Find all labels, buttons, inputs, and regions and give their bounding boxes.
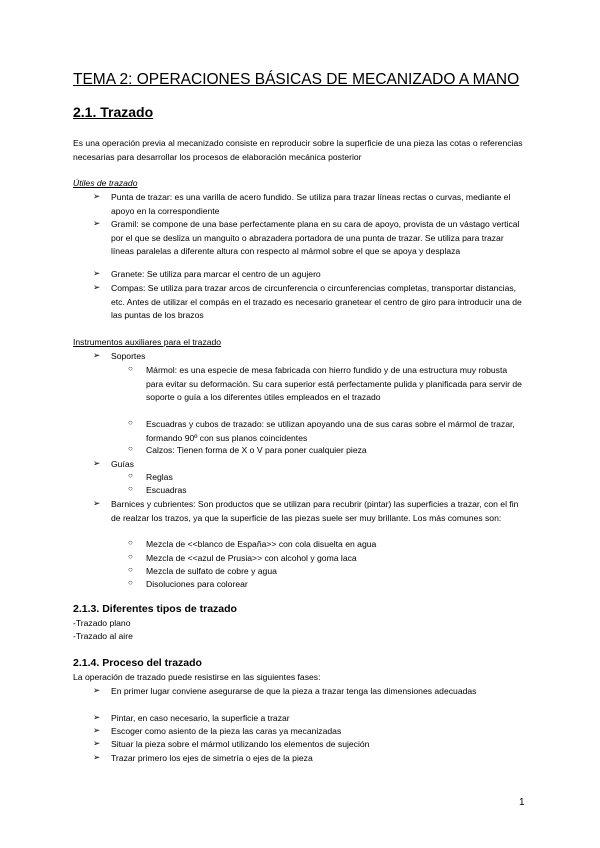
list-item: -Trazado plano — [73, 618, 131, 628]
arrow-bullet-icon: ➢ — [93, 282, 101, 292]
list-item: Punta de trazar: es una varilla de acero fundido. Se utiliza para trazar líneas rectas o curvas, mediante el apoyo en la correspondiente — [111, 192, 511, 216]
arrow-bullet-icon: ➢ — [93, 498, 101, 508]
section-heading-2-1-4: 2.1.4. Proceso del trazado — [73, 657, 202, 669]
list-item: Reglas — [146, 472, 173, 482]
arrow-bullet-icon: ➢ — [93, 350, 101, 360]
instrumentos-heading: Instrumentos auxiliares para el trazado — [73, 337, 222, 347]
arrow-bullet-icon: ➢ — [93, 712, 101, 722]
circle-bullet-icon: ○ — [128, 418, 133, 427]
circle-bullet-icon: ○ — [128, 578, 133, 587]
arrow-bullet-icon: ➢ — [93, 738, 101, 748]
arrow-bullet-icon: ➢ — [93, 191, 101, 201]
arrow-bullet-icon: ➢ — [93, 685, 101, 695]
list-item: Trazar primero los ejes de simetría o ejes de la pieza — [111, 753, 313, 763]
circle-bullet-icon: ○ — [128, 471, 133, 480]
list-item: Escuadras y cubos de trazado: se utilizan apoyando una de sus caras sobre el mármol de trazar, formando 90º con sus planos coincidentes — [146, 419, 515, 443]
list-item: Situar la pieza sobre el mármol utilizando los elementos de sujeción — [111, 739, 370, 749]
list-item: Mezcla de <<azul de Prusia>> con alcohol y goma laca — [146, 553, 357, 563]
section-heading-2-1: 2.1. Trazado — [73, 104, 154, 120]
page-number: 1 — [519, 797, 525, 808]
arrow-bullet-icon: ➢ — [93, 725, 101, 735]
circle-bullet-icon: ○ — [128, 444, 133, 453]
circle-bullet-icon: ○ — [128, 364, 133, 373]
list-item: Barnices y cubrientes: Son productos que se utilizan para recubrir (pintar) las superficies a trazar, con el fin de realzar los trazos, ya que la superficie de las piezas suele ser muy brillante. Los más comunes son: — [111, 499, 519, 523]
section-heading-2-1-3: 2.1.3. Diferentes tipos de trazado — [73, 603, 237, 615]
list-item: Mezcla de <<blanco de España>> con cola disuelta en agua — [146, 539, 377, 549]
utiles-heading: Útiles de trazado — [73, 178, 138, 188]
arrow-bullet-icon: ➢ — [93, 218, 101, 228]
section-intro: Es una operación previa al mecanizado consiste en reproducir sobre la superficie de una pieza las cotas o referencias necesarias para desarrollar los procesos de elaboración mecánica posterior — [73, 138, 523, 162]
circle-bullet-icon: ○ — [128, 565, 133, 574]
list-item: Gramil: se compone de una base perfectamente plana en su cara de apoyo, provista de un vástago vertical por el que se desliza un manguito o abrazadera portadora de una punta de trazar. Se utiliza para trazar líneas paralelas a diferente altura con respecto al mármol sobre el que se apoya y desplaza — [111, 219, 520, 256]
list-item: Soportes — [111, 351, 146, 361]
list-item: Disoluciones para colorear — [146, 579, 248, 589]
list-item: Compas: Se utiliza para trazar arcos de circunferencia o circunferencias completas, transportar distancias, etc. Antes de utilizar el compás en el trazado es necesario granetear el centro de giro para introducir una de las puntas de los brazos — [111, 283, 522, 320]
list-item: Mármol: es una especie de mesa fabricada con hierro fundido y de una estructura muy robusta para evitar su deformación. Su cara superior está perfectamente pulida y planificada para servir de soporte o guía a los diferentes útiles empleados en el trazado — [146, 365, 522, 402]
list-item: Guías — [111, 459, 134, 469]
circle-bullet-icon: ○ — [128, 538, 133, 547]
document-title: TEMA 2: OPERACIONES BÁSICAS DE MECANIZADO A MANO — [73, 71, 520, 88]
list-item: Granete: Se utiliza para marcar el centro de un agujero — [111, 269, 321, 279]
section-intro: La operación de trazado puede resistirse en las siguientes fases: — [73, 672, 321, 682]
list-item: En primer lugar conviene asegurarse de que la pieza a trazar tenga las dimensiones adecuadas — [111, 686, 477, 696]
arrow-bullet-icon: ➢ — [93, 458, 101, 468]
list-item: Calzos: Tienen forma de X o V para poner cualquier pieza — [146, 445, 367, 455]
circle-bullet-icon: ○ — [128, 552, 133, 561]
arrow-bullet-icon: ➢ — [93, 268, 101, 278]
list-item: Mezcla de sulfato de cobre y agua — [146, 566, 277, 576]
list-item: Escoger como asiento de la pieza las caras ya mecanizadas — [111, 726, 342, 736]
arrow-bullet-icon: ➢ — [93, 752, 101, 762]
circle-bullet-icon: ○ — [128, 484, 133, 493]
list-item: Escuadras — [146, 485, 187, 495]
list-item: -Trazado al aire — [73, 631, 133, 641]
list-item: Pintar, en caso necesario, la superficie a trazar — [111, 713, 290, 723]
